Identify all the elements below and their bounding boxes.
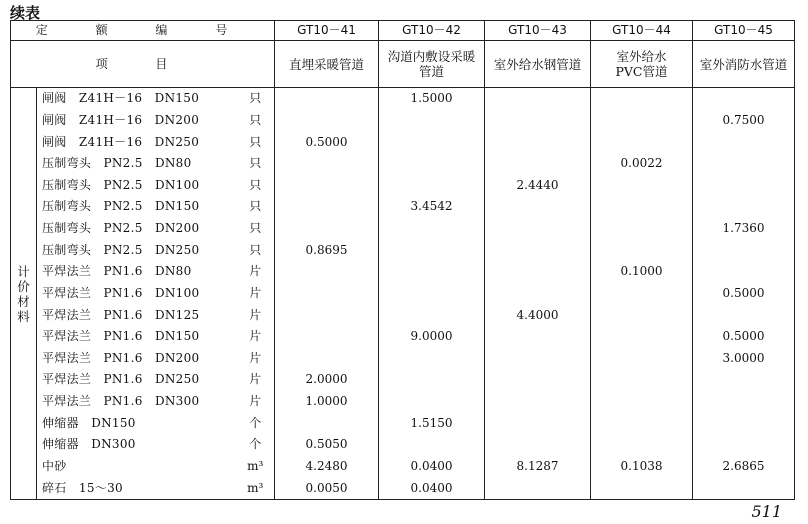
quota-value: 0.7500 — [693, 110, 795, 132]
material-rows — [11, 88, 795, 500]
material-unit: 只 — [249, 177, 262, 192]
quota-value — [591, 110, 693, 132]
quota-value: 0.5000 — [693, 283, 795, 305]
table-row — [11, 110, 795, 132]
quota-value — [693, 175, 795, 197]
quota-value — [693, 88, 795, 110]
quota-value — [275, 218, 379, 240]
material-unit: 只 — [249, 199, 262, 214]
quota-value — [379, 369, 485, 391]
table-row — [11, 153, 795, 175]
quota-value — [693, 434, 795, 456]
material-name: 平焊法兰 PN1.6 DN250 — [37, 369, 237, 391]
quota-value — [591, 348, 693, 370]
material-name: 碎石 15～30 — [37, 477, 237, 499]
code-label: 定 额 编 号 — [11, 21, 275, 41]
material-name: 压制弯头 PN2.5 DN80 — [37, 153, 237, 175]
quota-value — [275, 412, 379, 434]
quota-value: 4.4000 — [485, 304, 591, 326]
quota-value — [591, 218, 693, 240]
material-name: 平焊法兰 PN1.6 DN150 — [37, 326, 237, 348]
quota-value — [275, 196, 379, 218]
quota-value: 2.0000 — [275, 369, 379, 391]
quota-value: 1.7360 — [693, 218, 795, 240]
table-row — [11, 196, 795, 218]
table-row — [11, 477, 795, 499]
quota-value — [275, 283, 379, 305]
quota-value — [275, 153, 379, 175]
col-code-4: GT10－44 — [591, 21, 693, 41]
table-row — [11, 348, 795, 370]
quota-value — [275, 175, 379, 197]
quota-value: 3.0000 — [693, 348, 795, 370]
quota-value — [693, 391, 795, 413]
table-row — [11, 412, 795, 434]
table-row — [11, 175, 795, 197]
quota-value — [485, 391, 591, 413]
material-name: 平焊法兰 PN1.6 DN100 — [37, 283, 237, 305]
quota-value — [693, 412, 795, 434]
col-code-1: GT10－41 — [275, 21, 379, 41]
quota-value: 0.8695 — [275, 239, 379, 261]
table-row — [11, 261, 795, 283]
quota-value — [485, 153, 591, 175]
quota-value — [485, 131, 591, 153]
material-unit: 只 — [249, 134, 262, 149]
quota-value — [485, 218, 591, 240]
quota-value — [379, 175, 485, 197]
quota-value — [379, 434, 485, 456]
quota-value — [379, 131, 485, 153]
quota-value — [693, 369, 795, 391]
quota-value — [591, 326, 693, 348]
quota-value — [379, 348, 485, 370]
material-unit: 片 — [249, 350, 262, 365]
table-row — [11, 304, 795, 326]
quota-value — [591, 88, 693, 110]
material-name: 压制弯头 PN2.5 DN150 — [37, 196, 237, 218]
quota-value — [591, 304, 693, 326]
quota-value — [485, 261, 591, 283]
quota-value — [275, 88, 379, 110]
material-unit: 只 — [249, 242, 262, 257]
quota-value: 0.5000 — [275, 131, 379, 153]
quota-value — [693, 153, 795, 175]
quota-value — [379, 283, 485, 305]
material-unit: 只 — [249, 91, 262, 106]
quota-value: 1.0000 — [275, 391, 379, 413]
material-unit: 只 — [249, 156, 262, 171]
quota-value — [485, 348, 591, 370]
material-name: 压制弯头 PN2.5 DN200 — [37, 218, 237, 240]
quota-value — [591, 391, 693, 413]
table-row — [11, 88, 795, 110]
item-label: 项 目 — [11, 41, 275, 88]
material-name: 闸阀 Z41H－16 DN250 — [37, 131, 237, 153]
quota-value — [693, 196, 795, 218]
quota-value: 4.2480 — [275, 456, 379, 478]
quota-value — [485, 477, 591, 499]
table-row — [11, 456, 795, 478]
material-name: 伸缩器 DN150 — [37, 412, 237, 434]
table-row — [11, 131, 795, 153]
material-name: 闸阀 Z41H－16 DN150 — [37, 88, 237, 110]
quota-value: 2.6865 — [693, 456, 795, 478]
material-name: 压制弯头 PN2.5 DN100 — [37, 175, 237, 197]
quota-value — [485, 412, 591, 434]
quota-value — [485, 326, 591, 348]
name-header-row — [11, 41, 795, 88]
quota-value: 0.0400 — [379, 477, 485, 499]
quota-table — [10, 20, 795, 500]
quota-value — [591, 131, 693, 153]
quota-value — [693, 131, 795, 153]
material-unit: 片 — [249, 394, 262, 409]
quota-value — [591, 434, 693, 456]
quota-value — [591, 175, 693, 197]
col-code-5: GT10－45 — [693, 21, 795, 41]
category-label: 计价材料 — [17, 263, 30, 324]
quota-value — [379, 239, 485, 261]
quota-value — [485, 369, 591, 391]
material-unit: m³ — [247, 458, 264, 473]
quota-value: 0.1000 — [591, 261, 693, 283]
col-name-3: 室外给水钢管道 — [485, 41, 591, 88]
quota-value: 1.5000 — [379, 88, 485, 110]
quota-value — [591, 412, 693, 434]
quota-value: 8.1287 — [485, 456, 591, 478]
quota-value: 2.4440 — [485, 175, 591, 197]
quota-value — [275, 348, 379, 370]
quota-value — [379, 153, 485, 175]
quota-value — [379, 218, 485, 240]
quota-value — [591, 369, 693, 391]
quota-value — [485, 110, 591, 132]
material-unit: 片 — [249, 307, 262, 322]
quota-value — [275, 326, 379, 348]
material-unit: 个 — [249, 415, 262, 430]
quota-value — [693, 477, 795, 499]
material-name: 中砂 — [37, 456, 237, 478]
col-code-3: GT10－43 — [485, 21, 591, 41]
page-number: 511 — [751, 502, 782, 521]
quota-value — [591, 196, 693, 218]
table-row — [11, 434, 795, 456]
table-row — [11, 239, 795, 261]
quota-value — [379, 304, 485, 326]
quota-value — [275, 110, 379, 132]
quota-value — [379, 110, 485, 132]
table-row — [11, 326, 795, 348]
quota-value — [693, 261, 795, 283]
quota-value: 0.5000 — [693, 326, 795, 348]
quota-value — [275, 261, 379, 283]
material-unit: 片 — [249, 285, 262, 300]
quota-value: 3.4542 — [379, 196, 485, 218]
col-code-2: GT10－42 — [379, 21, 485, 41]
quota-value — [485, 88, 591, 110]
material-unit: 片 — [249, 372, 262, 387]
quota-value — [591, 477, 693, 499]
quota-value — [591, 239, 693, 261]
material-unit: 片 — [249, 264, 262, 279]
quota-value — [275, 304, 379, 326]
quota-value — [693, 239, 795, 261]
material-name: 平焊法兰 PN1.6 DN300 — [37, 391, 237, 413]
table-row — [11, 391, 795, 413]
material-name: 平焊法兰 PN1.6 DN80 — [37, 261, 237, 283]
table-row — [11, 369, 795, 391]
quota-value — [485, 196, 591, 218]
material-unit: 只 — [249, 112, 262, 127]
quota-value — [485, 239, 591, 261]
quota-value — [379, 391, 485, 413]
material-name: 平焊法兰 PN1.6 DN125 — [37, 304, 237, 326]
material-unit: 片 — [249, 329, 262, 344]
col-name-2: 沟道内敷设采暖管道 — [379, 41, 485, 88]
col-name-4: 室外给水PVC管道 — [591, 41, 693, 88]
material-name: 闸阀 Z41H－16 DN200 — [37, 110, 237, 132]
quota-value: 0.5050 — [275, 434, 379, 456]
code-header-row — [11, 21, 795, 41]
quota-value — [485, 283, 591, 305]
quota-value — [379, 261, 485, 283]
table-row — [11, 283, 795, 305]
material-unit: m³ — [247, 480, 264, 495]
material-unit: 个 — [249, 437, 262, 452]
col-name-5: 室外消防水管道 — [693, 41, 795, 88]
quota-value: 9.0000 — [379, 326, 485, 348]
quota-value: 0.1038 — [591, 456, 693, 478]
table-row — [11, 218, 795, 240]
material-name: 伸缩器 DN300 — [37, 434, 237, 456]
quota-value: 0.0400 — [379, 456, 485, 478]
material-unit: 只 — [249, 221, 262, 236]
quota-value: 0.0050 — [275, 477, 379, 499]
material-name: 压制弯头 PN2.5 DN250 — [37, 239, 237, 261]
quota-value: 1.5150 — [379, 412, 485, 434]
quota-value — [485, 434, 591, 456]
continued-table-label: 续表 — [10, 4, 41, 22]
quota-value — [693, 304, 795, 326]
quota-value — [591, 283, 693, 305]
quota-value: 0.0022 — [591, 153, 693, 175]
material-name: 平焊法兰 PN1.6 DN200 — [37, 348, 237, 370]
col-name-1: 直埋采暖管道 — [275, 41, 379, 88]
